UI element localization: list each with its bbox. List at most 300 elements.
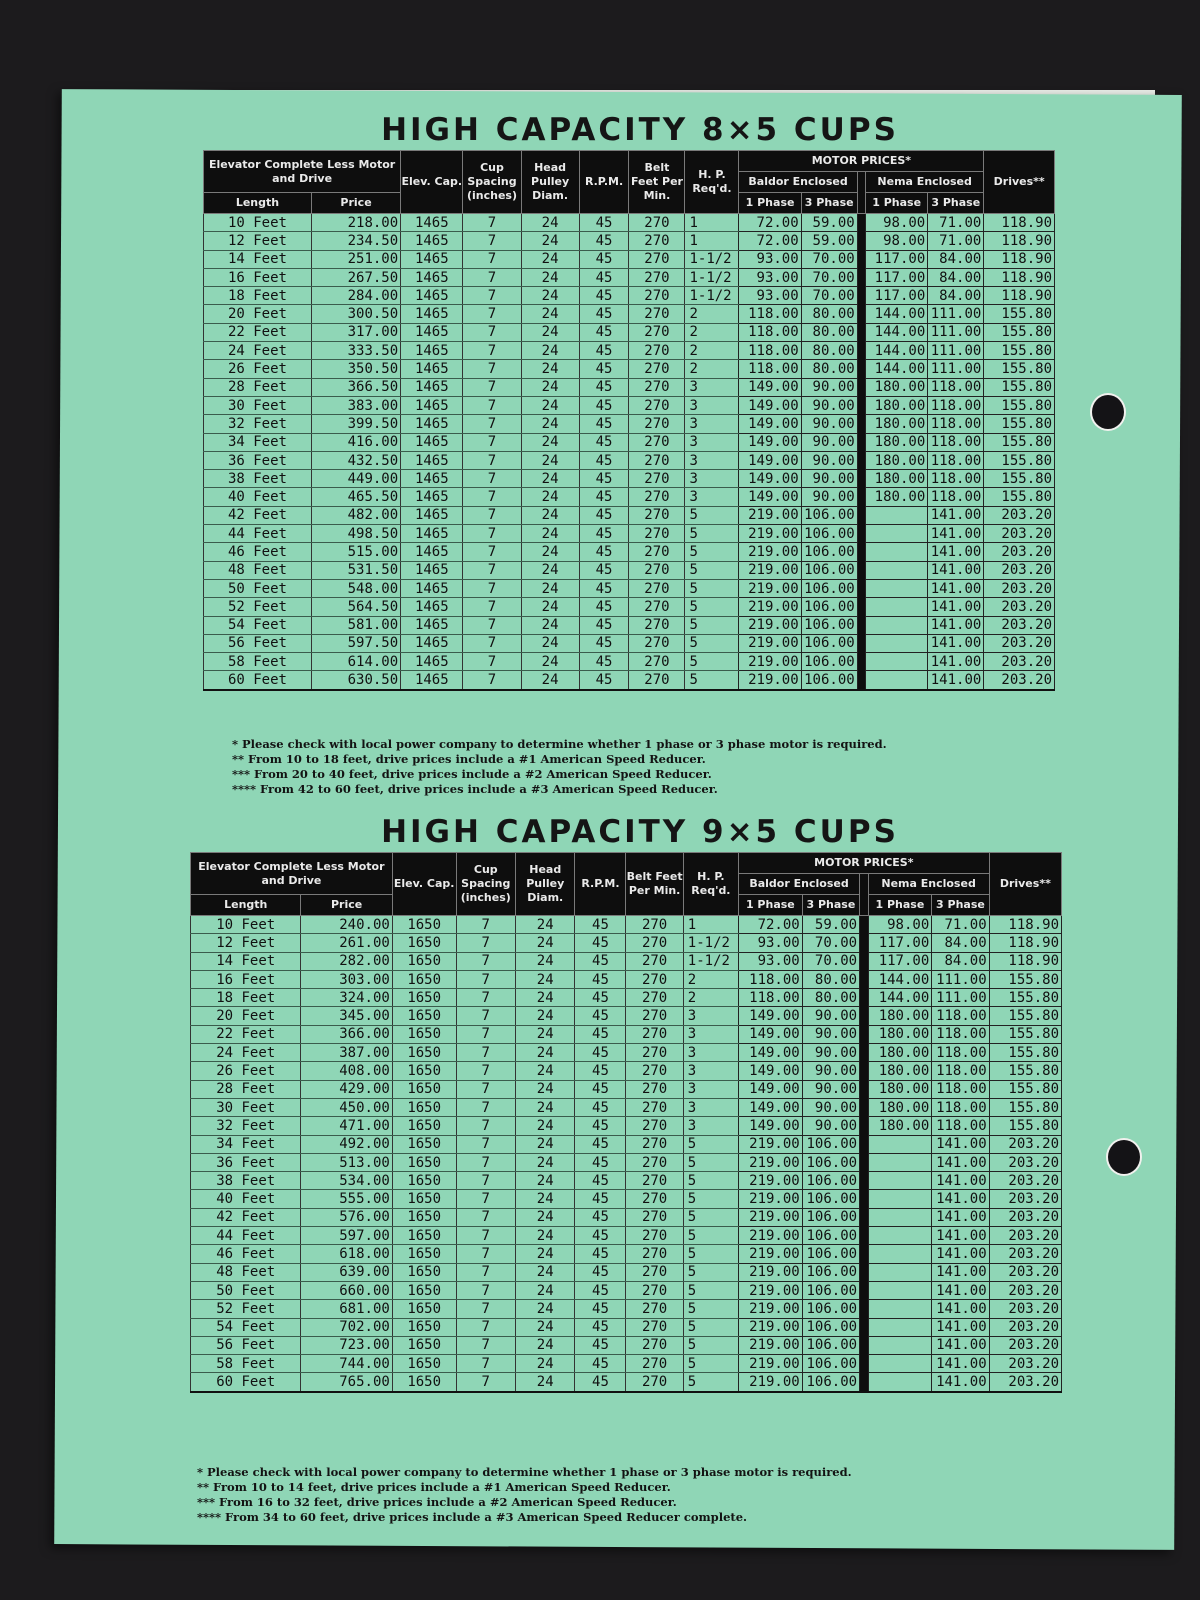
cell-cup-spacing: 7 [456, 1025, 515, 1043]
cell-elev-cap: 1465 [401, 653, 463, 671]
cell-belt-feet: 270 [629, 470, 685, 488]
cell-cup-spacing: 7 [463, 232, 521, 250]
cell-cup-spacing: 7 [456, 989, 515, 1007]
cell-baldor-3-phase: 59.00 [802, 916, 859, 934]
cell-head-pulley: 24 [516, 1281, 575, 1299]
cell-baldor-1-phase: 219.00 [739, 525, 801, 543]
cell-nema-3-phase: 111.00 [928, 323, 984, 341]
cell-baldor-1-phase: 93.00 [739, 250, 801, 268]
cell-hp: 3 [685, 396, 739, 414]
cell-drives: 203.20 [984, 634, 1055, 652]
cell-elev-cap: 1650 [392, 1318, 456, 1336]
table-row [191, 970, 1062, 988]
cell-nema-1-phase: 117.00 [866, 287, 928, 305]
cell-hp: 2 [685, 360, 739, 378]
cell-price: 350.50 [311, 360, 400, 378]
cell-baldor-1-phase: 118.00 [739, 970, 803, 988]
cell-cup-spacing: 7 [456, 1336, 515, 1354]
cell-nema-1-phase [866, 671, 928, 690]
cell-rpm: 45 [575, 1007, 626, 1025]
table-row [204, 305, 1055, 323]
cell-head-pulley: 24 [521, 305, 579, 323]
row-separator [857, 506, 865, 524]
cell-belt-feet: 270 [626, 1300, 683, 1318]
cell-rpm: 45 [579, 653, 629, 671]
cell-length: 58 Feet [191, 1355, 301, 1373]
cell-nema-3-phase: 71.00 [928, 214, 984, 232]
cell-length: 42 Feet [204, 506, 312, 524]
cell-cup-spacing: 7 [456, 1062, 515, 1080]
cell-belt-feet: 270 [626, 970, 683, 988]
table-row [191, 1153, 1062, 1171]
cell-drives: 203.20 [989, 1300, 1061, 1318]
cell-cup-spacing: 7 [463, 561, 521, 579]
cell-drives: 155.80 [989, 989, 1061, 1007]
cell-nema-3-phase: 118.00 [928, 378, 984, 396]
cell-drives: 155.80 [984, 342, 1055, 360]
cell-drives: 203.20 [984, 506, 1055, 524]
cell-belt-feet: 270 [626, 1336, 683, 1354]
cell-baldor-3-phase: 90.00 [801, 378, 857, 396]
cell-cup-spacing: 7 [456, 1355, 515, 1373]
cell-baldor-3-phase: 80.00 [801, 342, 857, 360]
table-row [204, 214, 1055, 232]
cell-cup-spacing: 7 [456, 1208, 515, 1226]
table-row [191, 934, 1062, 952]
cell-hp: 3 [683, 1025, 738, 1043]
cell-belt-feet: 270 [626, 1263, 683, 1281]
cell-price: 366.50 [311, 378, 400, 396]
cell-hp: 3 [683, 1062, 738, 1080]
cell-length: 24 Feet [204, 342, 312, 360]
cell-price: 383.00 [311, 396, 400, 414]
cell-head-pulley: 24 [516, 1153, 575, 1171]
cell-baldor-1-phase: 149.00 [739, 488, 801, 506]
cell-length: 24 Feet [191, 1044, 301, 1062]
cell-nema-1-phase: 180.00 [866, 415, 928, 433]
row-separator [857, 451, 865, 469]
cell-elev-cap: 1650 [392, 934, 456, 952]
cell-nema-3-phase: 111.00 [932, 989, 989, 1007]
footnote: *** From 20 to 40 feet, drive prices include a #2 American Speed Reducer. [232, 767, 712, 781]
cell-baldor-1-phase: 219.00 [739, 634, 801, 652]
cell-length: 26 Feet [191, 1062, 301, 1080]
cell-drives: 203.20 [984, 616, 1055, 634]
cell-baldor-1-phase: 219.00 [739, 1227, 803, 1245]
cell-belt-feet: 270 [629, 378, 685, 396]
cell-head-pulley: 24 [521, 360, 579, 378]
cell-rpm: 45 [579, 561, 629, 579]
cell-nema-1-phase [868, 1336, 932, 1354]
cell-head-pulley: 24 [521, 433, 579, 451]
cell-head-pulley: 24 [521, 342, 579, 360]
cell-drives: 155.80 [989, 1080, 1061, 1098]
cell-baldor-3-phase: 106.00 [802, 1208, 859, 1226]
cell-baldor-1-phase: 149.00 [739, 1117, 803, 1135]
cell-baldor-3-phase: 90.00 [801, 470, 857, 488]
cell-elev-cap: 1465 [401, 287, 463, 305]
cell-belt-feet: 270 [629, 543, 685, 561]
cell-elev-cap: 1465 [401, 415, 463, 433]
cell-hp: 5 [683, 1245, 738, 1263]
header-nema: Nema Enclosed [866, 172, 984, 193]
header-baldor-3-phase: 3 Phase [801, 193, 857, 214]
cell-nema-3-phase: 118.00 [932, 1025, 989, 1043]
cell-hp: 5 [685, 671, 739, 690]
cell-nema-1-phase [868, 1281, 932, 1299]
cell-rpm: 45 [575, 1098, 626, 1116]
cell-cup-spacing: 7 [456, 934, 515, 952]
cell-nema-3-phase: 111.00 [932, 970, 989, 988]
cell-hp: 3 [685, 451, 739, 469]
cell-nema-3-phase: 141.00 [932, 1318, 989, 1336]
cell-cup-spacing: 7 [463, 525, 521, 543]
cell-hp: 1 [685, 214, 739, 232]
cell-baldor-1-phase: 149.00 [739, 396, 801, 414]
price-table-8x5 [203, 150, 1055, 691]
cell-baldor-3-phase: 106.00 [801, 634, 857, 652]
cell-price: 300.50 [311, 305, 400, 323]
cell-drives: 155.80 [984, 378, 1055, 396]
footnote: ** From 10 to 18 feet, drive prices include a #1 American Speed Reducer. [232, 752, 706, 766]
cell-nema-3-phase: 141.00 [928, 506, 984, 524]
cell-rpm: 45 [579, 232, 629, 250]
header-drives: Drives** [989, 853, 1061, 916]
cell-belt-feet: 270 [629, 634, 685, 652]
row-separator [857, 470, 865, 488]
cell-belt-feet: 270 [626, 1062, 683, 1080]
cell-nema-1-phase [866, 616, 928, 634]
cell-nema-3-phase: 84.00 [932, 934, 989, 952]
cell-price: 492.00 [301, 1135, 392, 1153]
cell-nema-3-phase: 141.00 [932, 1281, 989, 1299]
cell-cup-spacing: 7 [456, 1007, 515, 1025]
row-separator [857, 415, 865, 433]
cell-length: 28 Feet [204, 378, 312, 396]
cell-belt-feet: 270 [629, 653, 685, 671]
cell-length: 50 Feet [204, 579, 312, 597]
cell-length: 26 Feet [204, 360, 312, 378]
cell-cup-spacing: 7 [456, 1318, 515, 1336]
cell-price: 449.00 [311, 470, 400, 488]
cell-length: 44 Feet [204, 525, 312, 543]
row-separator [860, 1172, 868, 1190]
row-separator [860, 1336, 868, 1354]
cell-head-pulley: 24 [521, 250, 579, 268]
cell-drives: 155.80 [989, 1044, 1061, 1062]
cell-nema-3-phase: 141.00 [932, 1227, 989, 1245]
cell-nema-3-phase: 141.00 [928, 671, 984, 690]
footnotes-8x5 [232, 737, 887, 797]
cell-rpm: 45 [579, 287, 629, 305]
cell-baldor-1-phase: 219.00 [739, 1263, 803, 1281]
table-row [191, 1080, 1062, 1098]
cell-drives: 155.80 [984, 305, 1055, 323]
header-baldor: Baldor Enclosed [739, 874, 860, 895]
cell-baldor-1-phase: 72.00 [739, 214, 801, 232]
cell-cup-spacing: 7 [463, 433, 521, 451]
cell-nema-1-phase: 180.00 [868, 1025, 932, 1043]
table-row [204, 525, 1055, 543]
cell-drives: 118.90 [984, 250, 1055, 268]
row-separator [857, 616, 865, 634]
cell-drives: 155.80 [989, 1098, 1061, 1116]
cell-belt-feet: 270 [626, 916, 683, 934]
header-nema-3-phase: 3 Phase [932, 895, 989, 916]
cell-length: 52 Feet [204, 598, 312, 616]
cell-length: 40 Feet [191, 1190, 301, 1208]
cell-cup-spacing: 7 [456, 1153, 515, 1171]
cell-cup-spacing: 7 [456, 1281, 515, 1299]
cell-belt-feet: 270 [626, 1355, 683, 1373]
row-separator [860, 1355, 868, 1373]
cell-nema-1-phase [868, 1208, 932, 1226]
cell-drives: 203.20 [984, 561, 1055, 579]
cell-head-pulley: 24 [521, 616, 579, 634]
cell-baldor-1-phase: 219.00 [739, 579, 801, 597]
cell-baldor-1-phase: 219.00 [739, 598, 801, 616]
cell-cup-spacing: 7 [456, 1263, 515, 1281]
header-head-pulley: Head Pulley Diam. [516, 853, 575, 916]
table-row [204, 543, 1055, 561]
cell-cup-spacing: 7 [463, 287, 521, 305]
cell-drives: 155.80 [984, 360, 1055, 378]
cell-length: 20 Feet [204, 305, 312, 323]
cell-elev-cap: 1465 [401, 488, 463, 506]
cell-drives: 155.80 [989, 970, 1061, 988]
row-separator [860, 1373, 868, 1392]
cell-nema-3-phase: 84.00 [928, 287, 984, 305]
cell-hp: 2 [685, 342, 739, 360]
cell-length: 32 Feet [204, 415, 312, 433]
cell-drives: 155.80 [989, 1062, 1061, 1080]
cell-belt-feet: 270 [626, 1080, 683, 1098]
cell-head-pulley: 24 [521, 451, 579, 469]
cell-baldor-3-phase: 90.00 [801, 415, 857, 433]
row-separator [857, 543, 865, 561]
cell-belt-feet: 270 [626, 989, 683, 1007]
cell-elev-cap: 1465 [401, 525, 463, 543]
cell-rpm: 45 [575, 1153, 626, 1171]
cell-rpm: 45 [579, 525, 629, 543]
cell-drives: 203.20 [984, 653, 1055, 671]
binder-hole-top [1090, 393, 1126, 431]
cell-baldor-3-phase: 90.00 [801, 433, 857, 451]
cell-cup-spacing: 7 [463, 268, 521, 286]
cell-baldor-1-phase: 219.00 [739, 1373, 803, 1392]
table-row [204, 470, 1055, 488]
row-separator [860, 1208, 868, 1226]
row-separator [857, 214, 865, 232]
cell-baldor-3-phase: 106.00 [802, 1263, 859, 1281]
cell-belt-feet: 270 [626, 1098, 683, 1116]
cell-drives: 155.80 [984, 396, 1055, 414]
cell-elev-cap: 1465 [401, 506, 463, 524]
cell-belt-feet: 270 [629, 342, 685, 360]
cell-elev-cap: 1465 [401, 378, 463, 396]
cell-price: 234.50 [311, 232, 400, 250]
cell-belt-feet: 270 [629, 232, 685, 250]
cell-elev-cap: 1650 [392, 1227, 456, 1245]
cell-head-pulley: 24 [516, 952, 575, 970]
table-row [204, 323, 1055, 341]
cell-length: 54 Feet [191, 1318, 301, 1336]
cell-rpm: 45 [575, 934, 626, 952]
cell-drives: 155.80 [984, 451, 1055, 469]
cell-elev-cap: 1465 [401, 634, 463, 652]
header-rpm: R.P.M. [579, 151, 629, 214]
cell-hp: 3 [685, 433, 739, 451]
cell-drives: 155.80 [984, 323, 1055, 341]
table-row [191, 1190, 1062, 1208]
cell-belt-feet: 270 [629, 671, 685, 690]
cell-price: 513.00 [301, 1153, 392, 1171]
cell-baldor-1-phase: 219.00 [739, 1318, 803, 1336]
cell-baldor-3-phase: 80.00 [801, 323, 857, 341]
cell-elev-cap: 1650 [392, 1355, 456, 1373]
cell-hp: 3 [685, 378, 739, 396]
table-row [204, 488, 1055, 506]
cell-drives: 118.90 [984, 232, 1055, 250]
cell-baldor-3-phase: 106.00 [802, 1190, 859, 1208]
cell-hp: 5 [683, 1318, 738, 1336]
cell-rpm: 45 [575, 1044, 626, 1062]
cell-nema-3-phase: 118.00 [928, 415, 984, 433]
cell-elev-cap: 1650 [392, 1300, 456, 1318]
cell-nema-1-phase [866, 653, 928, 671]
cell-baldor-3-phase: 59.00 [801, 214, 857, 232]
cell-price: 576.00 [301, 1208, 392, 1226]
cell-head-pulley: 24 [521, 396, 579, 414]
cell-baldor-1-phase: 118.00 [739, 323, 801, 341]
table-row [204, 671, 1055, 690]
cell-hp: 2 [685, 305, 739, 323]
cell-hp: 1 [685, 232, 739, 250]
cell-belt-feet: 270 [629, 506, 685, 524]
row-separator [860, 916, 868, 934]
cell-drives: 118.90 [989, 952, 1061, 970]
row-separator [860, 1318, 868, 1336]
cell-baldor-1-phase: 219.00 [739, 1245, 803, 1263]
table-row [191, 1373, 1062, 1392]
cell-belt-feet: 270 [626, 1208, 683, 1226]
cell-length: 20 Feet [191, 1007, 301, 1025]
header-cup-spacing: Cup Spacing (inches) [463, 151, 521, 214]
cell-nema-3-phase: 141.00 [932, 1263, 989, 1281]
row-separator [860, 989, 868, 1007]
cell-length: 40 Feet [204, 488, 312, 506]
cell-cup-spacing: 7 [463, 305, 521, 323]
cell-nema-3-phase: 141.00 [932, 1373, 989, 1392]
cell-nema-3-phase: 141.00 [932, 1172, 989, 1190]
cell-nema-3-phase: 118.00 [932, 1062, 989, 1080]
cell-nema-3-phase: 111.00 [928, 360, 984, 378]
binder-hole-bottom [1106, 1138, 1142, 1176]
cell-drives: 203.20 [989, 1263, 1061, 1281]
cell-cup-spacing: 7 [456, 1227, 515, 1245]
row-separator [857, 287, 865, 305]
cell-price: 498.50 [311, 525, 400, 543]
cell-hp: 5 [683, 1281, 738, 1299]
cell-price: 614.00 [311, 653, 400, 671]
cell-hp: 5 [683, 1336, 738, 1354]
table-row [191, 1044, 1062, 1062]
table-row [204, 561, 1055, 579]
row-separator [860, 1098, 868, 1116]
cell-cup-spacing: 7 [463, 579, 521, 597]
cell-length: 16 Feet [191, 970, 301, 988]
cell-nema-1-phase: 117.00 [866, 268, 928, 286]
cell-cup-spacing: 7 [456, 1373, 515, 1392]
cell-nema-1-phase: 98.00 [866, 232, 928, 250]
cell-length: 34 Feet [191, 1135, 301, 1153]
cell-hp: 5 [683, 1208, 738, 1226]
cell-head-pulley: 24 [516, 1007, 575, 1025]
cell-head-pulley: 24 [516, 1355, 575, 1373]
cell-nema-3-phase: 141.00 [928, 579, 984, 597]
cell-belt-feet: 270 [626, 1281, 683, 1299]
row-separator [860, 1300, 868, 1318]
cell-belt-feet: 270 [629, 360, 685, 378]
cell-price: 345.00 [301, 1007, 392, 1025]
header-price: Price [301, 895, 392, 916]
cell-baldor-1-phase: 219.00 [739, 671, 801, 690]
cell-belt-feet: 270 [626, 1190, 683, 1208]
cell-cup-spacing: 7 [456, 1172, 515, 1190]
table-row [204, 378, 1055, 396]
cell-nema-3-phase: 141.00 [932, 1355, 989, 1373]
cell-hp: 5 [683, 1172, 738, 1190]
cell-elev-cap: 1650 [392, 1025, 456, 1043]
cell-drives: 203.20 [989, 1336, 1061, 1354]
cell-nema-3-phase: 118.00 [932, 1098, 989, 1116]
cell-nema-3-phase: 141.00 [932, 1245, 989, 1263]
cell-baldor-1-phase: 93.00 [739, 952, 803, 970]
cell-price: 515.00 [311, 543, 400, 561]
cell-belt-feet: 270 [626, 1117, 683, 1135]
cell-rpm: 45 [575, 1117, 626, 1135]
cell-rpm: 45 [575, 1245, 626, 1263]
cell-baldor-3-phase: 80.00 [801, 360, 857, 378]
cell-baldor-1-phase: 118.00 [739, 360, 801, 378]
cell-nema-1-phase [868, 1355, 932, 1373]
cell-baldor-3-phase: 106.00 [801, 506, 857, 524]
cell-belt-feet: 270 [629, 287, 685, 305]
cell-rpm: 45 [579, 543, 629, 561]
cell-length: 30 Feet [204, 396, 312, 414]
table-row [204, 342, 1055, 360]
cell-length: 60 Feet [204, 671, 312, 690]
header-separator [860, 874, 868, 916]
cell-nema-3-phase: 141.00 [932, 1208, 989, 1226]
cell-hp: 1-1/2 [683, 934, 738, 952]
cell-baldor-1-phase: 118.00 [739, 989, 803, 1007]
cell-drives: 155.80 [989, 1007, 1061, 1025]
cell-price: 432.50 [311, 451, 400, 469]
table-row [204, 268, 1055, 286]
cell-head-pulley: 24 [521, 579, 579, 597]
cell-hp: 2 [685, 323, 739, 341]
cell-drives: 203.20 [984, 543, 1055, 561]
footnote: ** From 10 to 14 feet, drive prices include a #1 American Speed Reducer. [197, 1480, 671, 1494]
cell-drives: 203.20 [984, 525, 1055, 543]
table-row [191, 989, 1062, 1007]
cell-hp: 3 [685, 470, 739, 488]
cell-price: 534.00 [301, 1172, 392, 1190]
table-row [204, 433, 1055, 451]
table-row [191, 1098, 1062, 1116]
cell-price: 429.00 [301, 1080, 392, 1098]
